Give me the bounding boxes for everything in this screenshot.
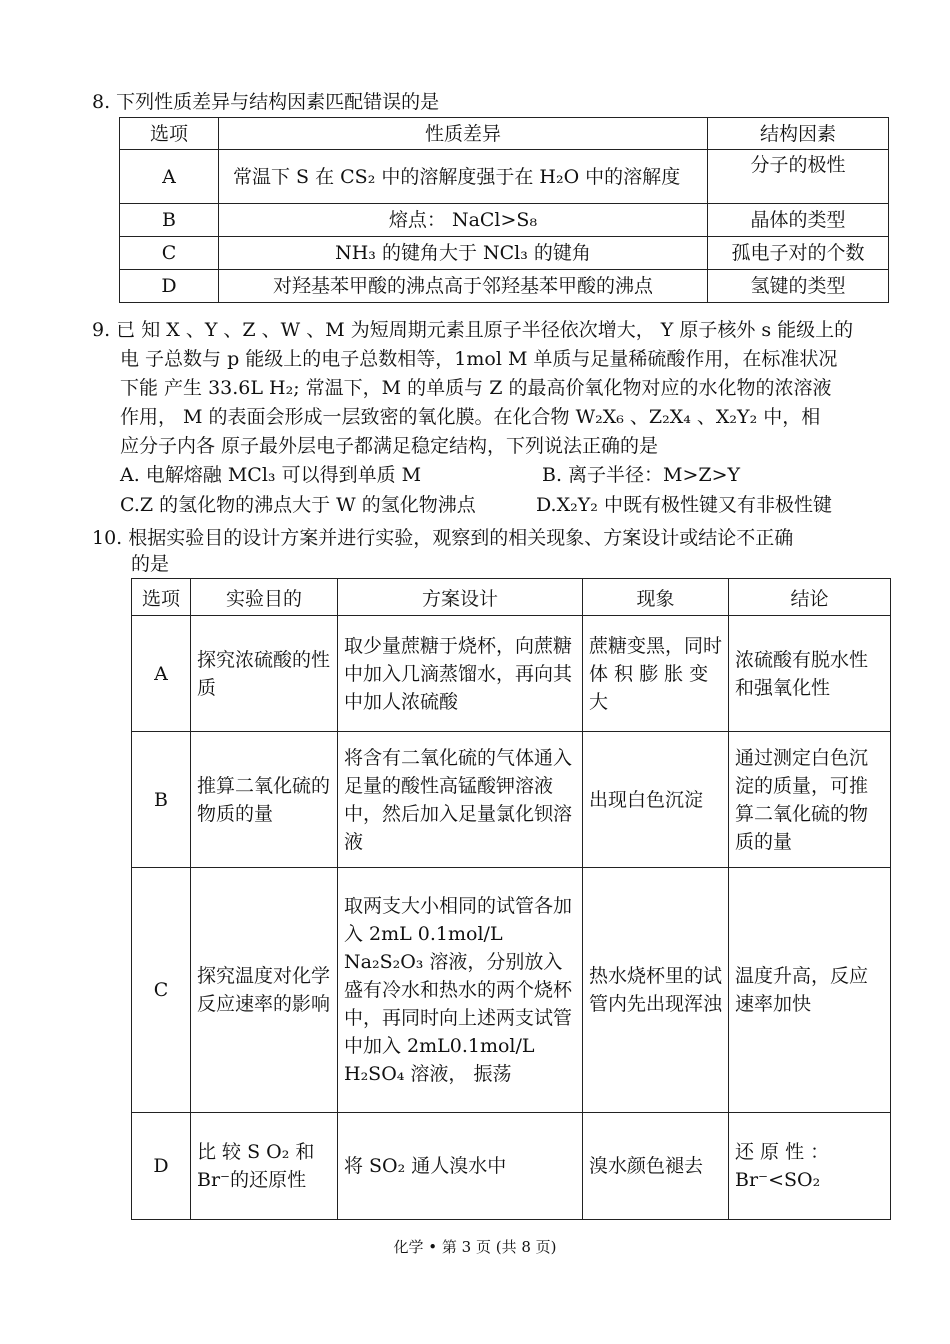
q10-row-b-design: 将含有二氧化硫的气体通入足量的酸性高锰酸钾溶液中，然后加入足量氯化钡溶液 [338, 732, 583, 868]
table-row [132, 1113, 891, 1220]
q8-row-a-diff: 常温下 S 在 CS₂ 中的溶解度强于在 H₂O 中的溶解度 [219, 150, 708, 204]
q8-header-option: 选项 [120, 118, 219, 150]
q8-row-c-factor: 孤电子对的个数 [708, 237, 889, 270]
table-row [120, 204, 889, 237]
q10-row-a-option: A [132, 616, 191, 732]
q10-header-option: 选项 [132, 579, 191, 616]
q9-option-a: A. 电解熔融 MCl₃ 可以得到单质 M [120, 464, 422, 486]
q8-row-d-diff: 对羟基苯甲酸的沸点高于邻羟基苯甲酸的沸点 [219, 270, 708, 303]
table-row [120, 150, 889, 204]
q10-row-c-phenomenon: 热水烧杯里的试管内先出现浑浊 [583, 868, 729, 1113]
q8-row-b-diff: 熔点： NaCl>S₈ [219, 204, 708, 237]
q9-line-4: 作用， M 的表面会形成一层致密的氧化膜。在化合物 W₂X₆ 、Z₂X₄ 、X₂Y₂ 中，相 [120, 406, 821, 428]
q10-row-b-option: B [132, 732, 191, 868]
page-footer: 化学 • 第 3 页 (共 8 页) [393, 1238, 557, 1256]
q9-line-1: 9. 已 知 X 、Y 、Z 、W 、M 为短周期元素且原子半径依次增大， Y 原子核外 s 能级上的 [92, 319, 854, 341]
q9-option-b: B. 离子半径：M>Z>Y [542, 464, 741, 486]
q10-header-phenomenon: 现象 [583, 579, 729, 616]
table-row [132, 868, 891, 1113]
q10-row-a-phenomenon: 蔗糖变黑，同时 体 积 膨 胀 变大 [583, 616, 729, 732]
q8-row-d-factor: 氢键的类型 [708, 270, 889, 303]
q10-row-b-purpose: 推算二氧化硫的物质的量 [191, 732, 338, 868]
q10-row-d-purpose: 比 较 S O₂ 和 Br⁻的还原性 [191, 1113, 338, 1220]
q10-row-d-phenomenon: 溴水颜色褪去 [583, 1113, 729, 1220]
q8-row-a-option: A [120, 150, 219, 204]
q10-line-1: 10. 根据实验目的设计方案并进行实验，观察到的相关现象、方案设计或结论不正确 [92, 527, 794, 549]
table-row [132, 616, 891, 732]
q10-header-design: 方案设计 [338, 579, 583, 616]
q8-header-diff: 性质差异 [219, 118, 708, 150]
q9-line-3: 下能 产生 33.6L H₂; 常温下，M 的单质与 Z 的最高价氧化物对应的水化物的浓溶液 [120, 377, 832, 399]
q8-row-c-option: C [120, 237, 219, 270]
table-row [120, 237, 889, 270]
q10-row-d-conclusion: 还 原 性 ： Br⁻<SO₂ [729, 1113, 891, 1220]
q10-header-conclusion: 结论 [729, 579, 891, 616]
q10-row-b-conclusion: 通过测定白色沉淀的质量，可推算二氧化硫的物质的量 [729, 732, 891, 868]
q8-table [119, 117, 889, 303]
q8-row-b-factor: 晶体的类型 [708, 204, 889, 237]
q8-row-c-diff: NH₃ 的键角大于 NCl₃ 的键角 [219, 237, 708, 270]
table-row [132, 732, 891, 868]
q10-row-a-purpose: 探究浓硫酸的性质 [191, 616, 338, 732]
q8-row-a-factor: 分子的极性 [708, 150, 889, 204]
q8-row-d-option: D [120, 270, 219, 303]
q10-row-d-option: D [132, 1113, 191, 1220]
q9-line-5: 应分子内各 原子最外层电子都满足稳定结构，下列说法正确的是 [120, 435, 659, 457]
table-row [120, 270, 889, 303]
q8-stem: 8. 下列性质差异与结构因素匹配错误的是 [92, 91, 440, 113]
q10-line-2: 的是 [131, 553, 170, 575]
q8-row-b-option: B [120, 204, 219, 237]
q10-row-c-purpose: 探究温度对化学反应速率的影响 [191, 868, 338, 1113]
q10-row-c-option: C [132, 868, 191, 1113]
q10-row-b-phenomenon: 出现白色沉淀 [583, 732, 729, 868]
q10-row-d-design: 将 SO₂ 通人溴水中 [338, 1113, 583, 1220]
q10-row-c-conclusion: 温度升高，反应速率加快 [729, 868, 891, 1113]
q10-row-a-design: 取少量蔗糖于烧杯，向蔗糖中加入几滴蒸馏水，再向其中加人浓硫酸 [338, 616, 583, 732]
q10-row-c-design: 取两支大小相同的试管各加 入 2mL 0.1mol/L Na₂S₂O₃ 溶液，分别放入盛有冷水和热水的两个烧杯中，再同时向上述两支试管中加入 2mL0.1mol/L H₂SO₄ 溶液， 振荡 [338, 868, 583, 1113]
q9-line-2: 电 子总数与 p 能级上的电子总数相等，1mol M 单质与足量稀硫酸作用，在标准状况 [120, 348, 838, 370]
q10-row-a-conclusion: 浓硫酸有脱水性和强氧化性 [729, 616, 891, 732]
q10-header-purpose: 实验目的 [191, 579, 338, 616]
q8-header-factor: 结构因素 [708, 118, 889, 150]
q10-table [131, 578, 891, 1220]
q9-option-d: D.X₂Y₂ 中既有极性键又有非极性键 [536, 494, 832, 516]
q9-option-c: C.Z 的氢化物的沸点大于 W 的氢化物沸点 [120, 494, 476, 516]
